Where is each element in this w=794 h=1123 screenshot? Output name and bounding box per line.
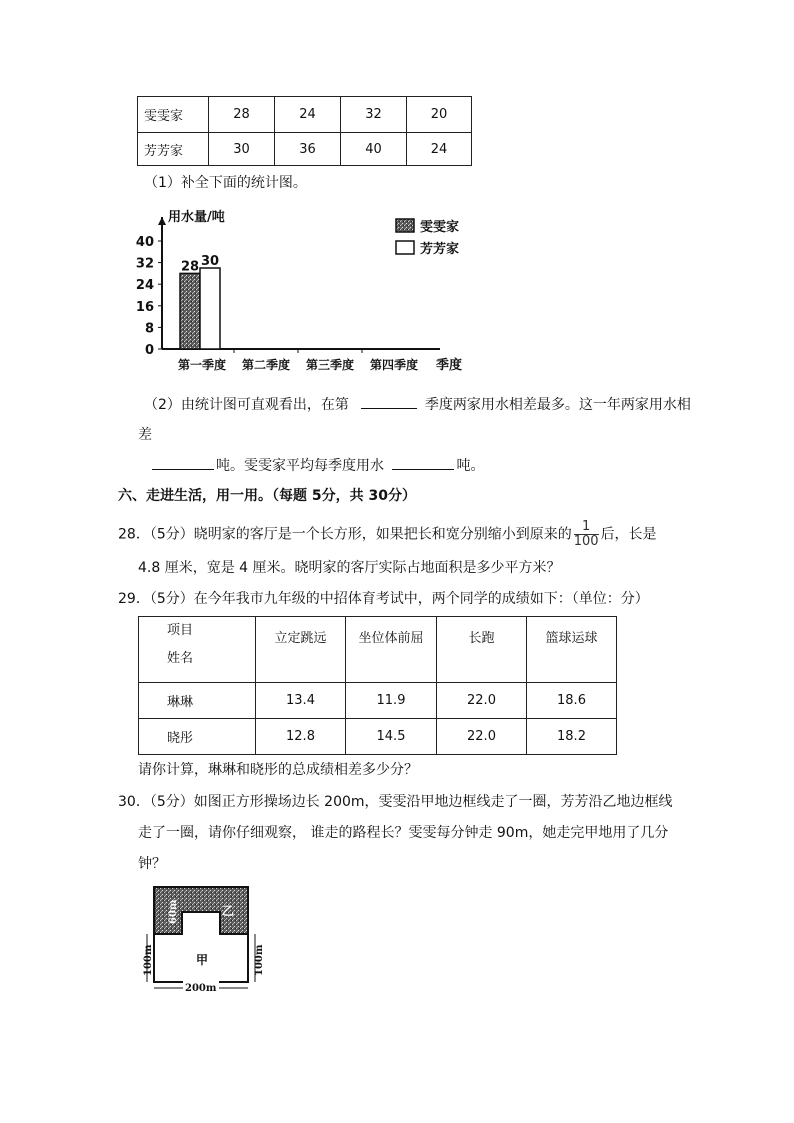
table-cell: 18.2 (527, 719, 617, 755)
table-row-label: 晓彤 (139, 719, 256, 755)
q2-text-d: 吨。雯雯家平均每季度用水 (216, 458, 384, 474)
x-tick-label: 第四季度 (369, 358, 419, 372)
table-row-label: 芳芳家 (138, 133, 209, 166)
table-cell: 24 (407, 133, 472, 166)
table-cell: 28 (209, 97, 275, 133)
legend-swatch (396, 219, 414, 232)
question-29-line1: 29．（5分）在今年我市九年级的中招体育考试中，两个同学的成绩如下：（单位：分） (118, 591, 649, 607)
y-axis-arrow (158, 217, 166, 225)
q2-text-e: 吨。 (456, 458, 485, 474)
playground-figure (136, 884, 266, 994)
bar-data-label: 30 (200, 254, 220, 269)
table-cell: 36 (275, 133, 341, 166)
legend-label: 芳芳家 (420, 242, 460, 257)
table-row-label: 雯雯家 (138, 97, 209, 133)
question-28-line1 (118, 520, 657, 549)
question-30-line2: 走了一圈，请你仔细观察， 谁走的路程长？雯雯每分钟走 90m，她走完甲地用了几分 (138, 825, 669, 841)
table-header: 篮球运球 (527, 617, 617, 683)
question-29-prompt: 请你计算，琳琳和晓彤的总成绩相差多少分？ (138, 762, 418, 778)
fraction-one-hundredth (574, 520, 599, 549)
bar-雯雯家 (180, 273, 200, 349)
y-tick-label: 16 (135, 299, 154, 315)
table-header: 立定跳远 (256, 617, 346, 683)
y-tick-label: 0 (144, 343, 154, 358)
question-30-line1: 30．（5分）如图正方形操场边长 200m，雯雯沿甲地边框线走了一圈，芳芳沿乙地边框线 (118, 794, 673, 810)
legend-swatch (396, 241, 414, 254)
table-cell: 22.0 (437, 719, 527, 755)
water-bar-chart (135, 205, 480, 380)
q2-text-b: 季度两家用水相差最多。这一年两家用水相 (424, 397, 691, 413)
label-yi: 乙 (222, 904, 235, 918)
question-2-line3 (152, 455, 484, 476)
label-100m-left: 100m (143, 944, 154, 976)
table-cell: 40 (341, 133, 407, 166)
table-cell: 11.9 (346, 683, 437, 719)
header-name-label: 姓名 (167, 651, 194, 666)
bar-data-label: 28 (180, 259, 200, 275)
table-cell: 32 (341, 97, 407, 133)
question-30-line3: 钟？ (138, 856, 166, 872)
y-tick-label: 8 (144, 321, 154, 337)
table-row-label: 琳琳 (139, 683, 256, 719)
q2-text-c: 差 (138, 427, 152, 443)
label-jia: 甲 (196, 953, 209, 967)
x-tick-label: 第一季度 (177, 358, 227, 372)
answer-blank-difference[interactable] (152, 455, 214, 470)
question-2-line1 (144, 394, 691, 415)
answer-blank-average[interactable] (392, 455, 454, 470)
table-cell: 24 (275, 97, 341, 133)
y-tick-label: 32 (135, 256, 154, 272)
q28-text-b: 后，长是 (600, 526, 657, 543)
legend-label: 雯雯家 (420, 220, 460, 235)
label-60m: 60m (168, 899, 179, 924)
score-table (138, 616, 617, 755)
table-cell: 30 (209, 133, 275, 166)
q2-text-a: （2）由统计图可直观看出，在第 (144, 397, 349, 413)
fraction-denominator: 100 (573, 534, 599, 549)
question-28-line2: 4.8 厘米，宽是 4 厘米。晓明家的客厅实际占地面积是多少平方米？ (138, 560, 561, 576)
x-axis-title: 季度 (436, 358, 463, 373)
table-cell: 20 (407, 97, 472, 133)
y-tick-label: 24 (135, 278, 154, 294)
y-axis-title: 用水量/吨 (168, 210, 225, 225)
y-tick-label: 40 (135, 235, 154, 250)
header-item-label: 项目 (167, 623, 194, 638)
table-cell: 18.6 (527, 683, 617, 719)
table-cell: 22.0 (437, 683, 527, 719)
fraction-numerator: 1 (574, 520, 599, 535)
section-6-heading: 六、走进生活，用一用。（每题 5分，共 30分） (118, 488, 416, 504)
table-cell: 14.5 (346, 719, 437, 755)
q28-text-a: 28．（5分）晓明家的客厅是一个长方形，如果把长和宽分别缩小到原来的 (118, 526, 572, 543)
table-cell: 12.8 (256, 719, 346, 755)
label-200m: 200m (185, 983, 217, 994)
table-header: 长跑 (437, 617, 527, 683)
answer-blank-season[interactable] (361, 394, 417, 409)
table-header-corner (139, 617, 256, 683)
x-tick-label: 第三季度 (305, 358, 355, 372)
bar-芳芳家 (200, 268, 220, 349)
label-100m-right: 100m (254, 944, 265, 976)
water-usage-table (137, 96, 472, 166)
x-tick-label: 第二季度 (241, 358, 291, 372)
table-header: 坐位体前屈 (346, 617, 437, 683)
question-1-text: （1）补全下面的统计图。 (144, 175, 307, 191)
table-cell: 13.4 (256, 683, 346, 719)
